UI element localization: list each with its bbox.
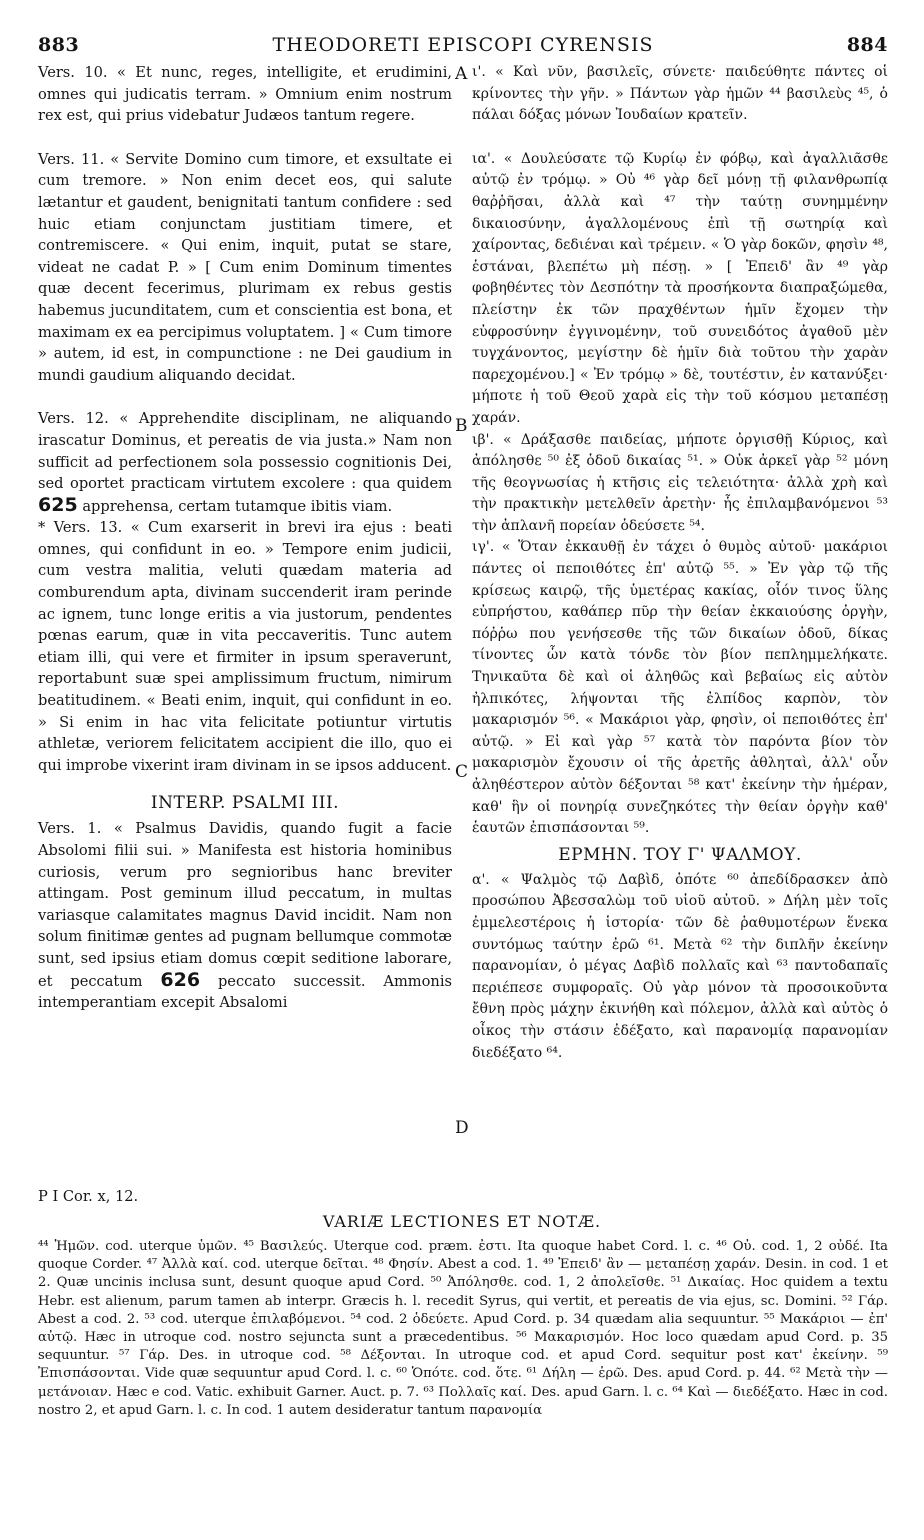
notes-title: VARIÆ LECTIONES ET NOTÆ. xyxy=(322,1212,602,1231)
latin-verse-12-text-end: apprehensa, certam tutamque ibitis viam. xyxy=(82,497,393,515)
latin-verse-10: Vers. 10. « Et nunc, reges, intelligite, et erudimini, omnes qui judicatis terram. » Omnium enim nostrum rex est, qui prius videbatur Judæos tantum regere. xyxy=(38,64,452,125)
page-header xyxy=(38,34,888,58)
margin-letter-b: B xyxy=(455,416,468,436)
greek-psalm-heading: ΕΡΜΗΝ. ΤΟΥ Γ' ΨΑΛΜΟΥ. xyxy=(558,844,802,865)
latin-verse-12-text: Vers. 12. « Apprehendite disciplinam, ne aliquando irascatur Dominus, et pereatis de via justa.» Nam non sufficit ad perfectionem sola possessio cognitionis Dei, sed oportet practicam virtutem excolere : qua quidem xyxy=(38,410,452,493)
latin-column xyxy=(38,62,452,1014)
greek-verse-12: ιβ'. « Δράξασθε παιδείας, μήποτε ὀργισθῇ Κύριος, καὶ ἀπόλησθε ⁵⁰ ἐξ ὁδοῦ δικαίας ⁵¹. » Οὐκ ἀρκεῖ γὰρ ⁵² μόνη τῆς θεογνωσίας ἡ κτῆσις εἰς τελειότητα· ἀλλὰ χρὴ καὶ τὴν πρακτικὴν μετελθεῖν ἀρετὴν· ἧς ἐπιλαμβανόμενοι ⁵³ τὴν ἀπλανῆ πορείαν ὁδεύσετε ⁵⁴. xyxy=(472,431,888,534)
latin-psalm-3-text-end: peccato successit. Ammonis intemperantiam excepit Absalomi xyxy=(38,972,452,1012)
greek-verse-13: ιγ'. « Ὅταν ἐκκαυθῇ ἐν τάχει ὁ θυμὸς αὐτοῦ· μακάριοι πάντες οἱ πεποιθότες ἐπ' αὐτῷ ⁵⁵. » Ἐν γὰρ τῷ τῆς κρίσεως καιρῷ, τῆς ὑμετέρας κακίας, οἷόν τινος ὕλης εὐπρήστου, καθάπερ πῦρ τὴν θείαν ἐκκαιούσης ὀργὴν, πόῤῥω που γενήσεσθε τῆς τῶν δικαίων ὁδοῦ, δίκας τίνοντες ὧν κατὰ τόνδε τὸν βίον πεπλημμελήκατε. Τηνικαῦτα δὲ καὶ οἱ ἀληθῶς καὶ βεβαίως εἰς αὐτὸν ἠλπικότες, λήψονται τῆς ἐλπίδος καρπὸν, τὸν μακαρισμόν ⁵⁶. « Μακάριοι γὰρ, φησὶν, οἱ πεποιθότες ἐπ' αὐτῷ. » Εἰ καὶ γὰρ ⁵⁷ κατὰ τὸν παρόντα βίον τὸν μακαρισμὸν ἔχουσιν οἱ τῆς ἀρετῆς ἀθληταὶ, ἀλλ' οὖν ἀληθέστερον αὐτὸν δέξονται ⁵⁸ κατ' ἐκείνην τὴν ἡμέραν, καθ' ἣν οἱ πονηρίᾳ συνεζηκότες τὴν θείαν ὀργὴν καθ' ἑαυτῶν ἐπισπάσονται ⁵⁹. xyxy=(472,539,888,837)
page-number-right: 884 xyxy=(846,34,888,56)
greek-psalm-3-verse-1: α'. « Ψαλμὸς τῷ Δαβὶδ, ὁπότε ⁶⁰ ἀπεδίδρασκεν ἀπὸ προσώπου Ἀβεσσαλὼμ τοῦ υἱοῦ αὐτοῦ. » Δήλη μὲν τοῖς ἐμμελεστέροις ἡ ἱστορία· τῶν δὲ ῥαθυμοτέρων ἕνεκα συντόμως ταύτην ἐρῶ ⁶¹. Μετὰ ⁶² τὴν διπλῆν ἐκείνην παρανομίαν, ὁ μέγας Δαβὶδ πολλαῖς καὶ ⁶³ παντοδαπαῖς περιέπεσε συμφοραῖς. Οὐ γὰρ μόνον τὰ προσοικοῦντα ἔθνη πρὸς μάχην ἐκινήθη καὶ πόλεμον, ἀλλὰ καὶ αὐτὸς ὁ οἶκος τὴν στάσιν ἐδέξατο, καὶ παρανομίᾳ παρανομίαν διεδέξατο ⁶⁴. xyxy=(472,871,888,1061)
latin-verse-13: * Vers. 13. « Cum exarserit in brevi ira ejus : beati omnes, qui confidunt in eo. » Tempore enim judicii, cum vestra malitia, veluti quædam materia ad comburendum apta, divinam succenderit iram perinde ac ignem, tunc longe eritis a via justorum, pendentes pœnas earum, quæ in vita peccaveritis. Tunc autem etiam illi, qui vere et firmiter in ipsum speraverunt, reportabunt suæ spei amplissimum fructum, nimirum beatitudinem. « Beati enim, inquit, qui confidunt in eo. » Si enim in hac vita felicitate potiuntur virtutis athletæ, veriorem felicitatem accipient die illo, quo ei qui improbe vixerint iram divinam in se ipsos adducent. xyxy=(38,519,452,774)
margin-letter-a: A xyxy=(455,64,468,84)
latin-verse-12 xyxy=(38,408,452,517)
latin-psalm-3-text: Vers. 1. « Psalmus Davidis, quando fugit a facie Absolomi filii sui. » Manifesta est historia hominibus curiosis, verum pro segnioribus hanc breviter attingam. Post geminum illud peccatum, in multas variasque calamitates magnus David incidit. Nam non solum finitimæ gentes ad pugnam bellumque commotæ sunt, sed ipsius etiam domus cœpit seditione laborare, et peccatum xyxy=(38,820,452,990)
notes-text: ⁴⁴ Ἡμῶν. cod. uterque ὑμῶν. ⁴⁵ Βασιλεύς. Uterque cod. præm. ἐστι. Ita quoque habet Cord. l. c. ⁴⁶ Οὐ. cod. 1, 2 οὐδέ. Ita quoque Corder. ⁴⁷ Ἀλλὰ καί. cod. uterque δεῖται. ⁴⁸ Φησίν. Abest a cod. 1. ⁴⁹ Ἐπειδ' ἂν — μεταπέσῃ χαράν. Desin. in cod. 1 et 2. Quæ uncinis inclusa sunt, desunt quoque apud Cord. ⁵⁰ Ἀπόλησθε. cod. 1, 2 ἀπολεῖσθε. ⁵¹ Δικαίας. Hoc quidem a textu Hebr. est alienum, parum tamen ab interpr. Græcis h. l. recedit Syrus, qui vertit, et pereatis de via ejus, sc. Domini. ⁵² Γάρ. Abest a cod. 2. ⁵³ cod. uterque ἐπιλαβόμενοι. ⁵⁴ cod. 2 ὁδεύετε. Apud Cord. p. 34 quædam alia sequuntur. ⁵⁵ Μακάριοι — ἐπ' αὐτῷ. Hæc in utroque cod. nostro sejuncta sunt a præcedentibus. ⁵⁶ Μακαρισμόν. Hoc loco quædam apud Cord. p. 35 sequuntur. ⁵⁷ Γάρ. Des. in utroque cod. ⁵⁸ Δέξονται. In utroque cod. et apud Cord. sequitur post κατ' ἐκείνην. ⁵⁹ Ἐπισπάσονται. Vide quæ sequuntur apud Cord. l. c. ⁶⁰ Ὁπότε. cod. ὅτε. ⁶¹ Δήλη — ἐρῶ. Des. apud Cord. p. 44. ⁶² Μετὰ τὴν — μετάνοιαν. Hæc e cod. Vatic. exhibuit Garner. Auct. p. 7. ⁶³ Πολλαῖς καί. Des. apud Garn. l. c. ⁶⁴ Καὶ — διεδέξατο. Hæc in cod. nostro 2, et apud Garn. l. c. In cod. 1 autem desideratur tantum παρανομία xyxy=(38,1239,888,1418)
margin-letter-c: C xyxy=(455,762,469,782)
page-number-left: 883 xyxy=(38,34,80,56)
latin-psalm-heading: INTERP. PSALMI III. xyxy=(150,793,340,814)
latin-verse-11: Vers. 11. « Servite Domino cum timore, et exsultate ei cum tremore. » Non enim decet eos, qui salute lætantur et gaudent, benignitati tantum confidere : sed huic etiam conjunctam justitiam timere, et contremiscere. « Qui enim, inquit, putat se stare, videat ne cadat P. » [ Cum enim Dominum timentes quæ decent fecerimus, plurimam ex rebus gestis habemus jucunditatem, cum et conscientia est bona, et maximam ex ea percipimus voluptatem. ] « Cum timore » autem, id est, in compunctione : ne Dei gaudium in mundi gaudium aliquando decidat. xyxy=(38,150,452,384)
margin-letter-d: D xyxy=(455,1118,469,1138)
greek-column xyxy=(472,62,888,1064)
scripture-reference: P I Cor. x, 12. xyxy=(38,1188,139,1205)
greek-verse-10: ι'. « Καὶ νῦν, βασιλεῖς, σύνετε· παιδεύθητε πάντες οἱ κρίνοντες τὴν γῆν. » Πάντων γὰρ ἡμῶν ⁴⁴ βασιλεὺς ⁴⁵, ὁ πάλαι δόξας μόνων Ἰουδαίων κρατεῖν. xyxy=(472,64,888,124)
column-number-625: 625 xyxy=(38,493,78,516)
latin-psalm-3-verse-1 xyxy=(38,818,452,1013)
greek-verse-11: ια'. « Δουλεύσατε τῷ Κυρίῳ ἐν φόβῳ, καὶ ἀγαλλιᾶσθε αὐτῷ ἐν τρόμῳ. » Οὐ ⁴⁶ γὰρ δεῖ μόνῃ τῇ φιλανθρωπίᾳ θαῤῥῆσαι, ἀλλὰ καὶ ⁴⁷ τὴν ταύτῃ συνημμένην δικαιοσύνην, ἀγαλλομένους ἐπὶ τῇ σωτηρίᾳ καὶ χαίροντας, δεδιέναι καὶ τρέμειν. « Ὁ γὰρ δοκῶν, φησὶν ⁴⁸, ἑστάναι, βλεπέτω μὴ πέσῃ. » [ Ἐπειδ' ἂν ⁴⁹ γὰρ φοβηθέντες τὸν Δεσπότην τὰ προσήκοντα διαπραξώμεθα, πλείστην ἐκ τῶν πραχθέντων ἡμῖν ἔχομεν τὴν εὐφροσύνην ἐγγινομένην, τοῦ συνειδότος ἀγαθοῦ μὲν τυγχάνοντος, μεγίστην δὲ ἡμῖν διὰ τοῦτου τὴν χαρὰν παρεχομένου.] « Ἐν τρόμῳ » δὲ, τουτέστιν, ἐν κατανύξει· μήποτε ἡ τοῦ Θεοῦ χαρὰ εἰς τὴν τοῦ κόσμου μεταπέσῃ χαράν. xyxy=(472,150,888,426)
running-title: THEODORETI EPISCOPI CYRENSIS xyxy=(272,34,654,56)
column-number-626: 626 xyxy=(160,968,201,991)
